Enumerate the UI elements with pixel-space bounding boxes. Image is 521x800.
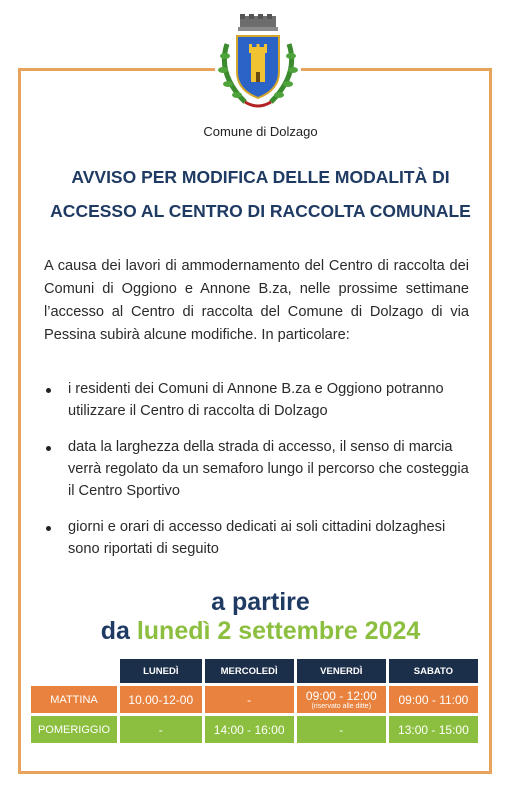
day-header: MERCOLEDÌ [205, 659, 294, 683]
list-item [44, 516, 474, 560]
day-header: LUNEDÌ [120, 659, 202, 683]
comune-name: Comune di Dolzago [203, 124, 318, 139]
bullet-list [44, 378, 474, 574]
schedule-header-row [31, 659, 478, 683]
row-label-morning: MATTINA [31, 686, 117, 713]
bullet-text: i residenti dei Comuni di Annone B.za e Oggiono potranno utilizzare il Centro di raccolta di Dolzago [68, 381, 444, 419]
bullet-icon [46, 446, 51, 451]
start-heading: a partire [211, 588, 310, 616]
table-row [31, 686, 478, 713]
table-cell: 09:00 - 11:00 [389, 686, 478, 713]
table-cell: - [205, 686, 294, 713]
day-header: VENERDÌ [297, 659, 386, 683]
table-cell: - [297, 716, 386, 743]
start-date-line [0, 617, 521, 646]
header-corner [31, 659, 117, 683]
table-cell [297, 686, 386, 713]
municipal-crest [215, 14, 301, 114]
table-cell: - [120, 716, 202, 743]
notice-title [20, 160, 501, 228]
table-cell: 10.00-12-00 [120, 686, 202, 713]
table-cell: 13:00 - 15:00 [389, 716, 478, 743]
notice-title-line1: AVVISO PER MODIFICA DELLE MODALITÀ DI [71, 167, 450, 187]
friday-morning-hours: 09:00 - 12:00 [305, 688, 377, 703]
notice-title-line2: ACCESSO AL CENTRO DI RACCOLTA COMUNALE [50, 201, 471, 221]
table-cell: 14:00 - 16:00 [205, 716, 294, 743]
bullet-text: giorni e orari di accesso dedicati ai soli cittadini dolzaghesi sono riportati di seguito [68, 519, 446, 557]
start-prefix: da [100, 617, 130, 645]
bullet-text: data la larghezza della strada di accesso, il senso di marcia verrà regolato da un semaforo lungo il percorso che costeggia il Centro Sportivo [68, 439, 469, 499]
intro-paragraph: A causa dei lavori di ammodernamento del Centro di raccolta dei Comuni di Oggiono e Annone B.za, nelle prossime settimane l’accesso al Centro di raccolta del Comune di Dolzago di via Pessina subirà alcune modifiche. In particolare: [44, 258, 469, 343]
row-label-afternoon: POMERIGGIO [31, 716, 117, 743]
list-item [44, 436, 474, 502]
day-header: SABATO [389, 659, 478, 683]
table-row [31, 716, 478, 743]
schedule-table [28, 656, 481, 746]
bullet-icon [46, 388, 51, 393]
friday-note: (riservato alle ditte) [311, 702, 372, 710]
start-date: lunedì 2 settembre 2024 [136, 617, 421, 645]
bullet-icon [46, 526, 51, 531]
list-item [44, 378, 474, 422]
